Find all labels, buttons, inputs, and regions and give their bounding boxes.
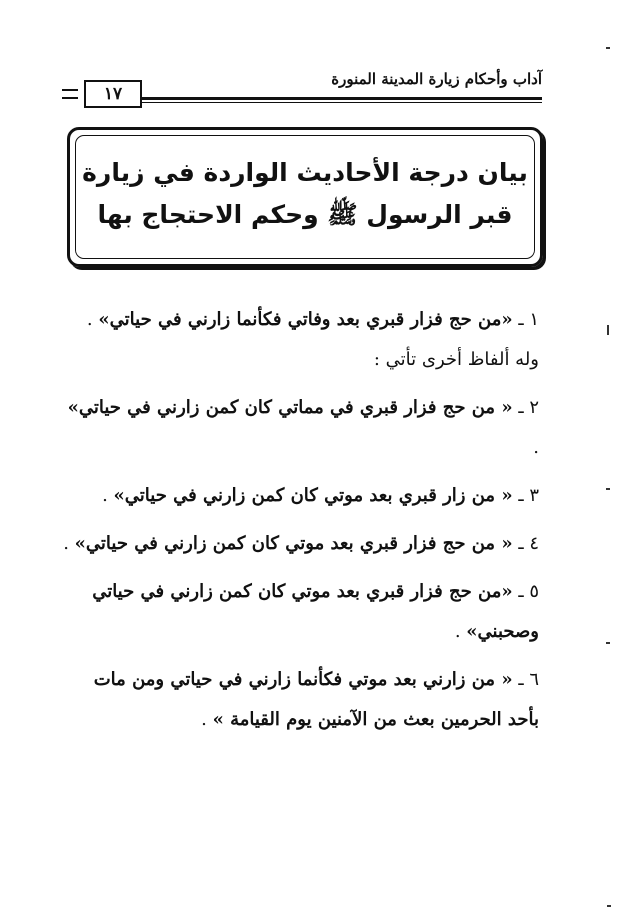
running-title: آداب وأحكام زيارة المدينة المنورة	[331, 70, 542, 88]
hadith-item-6	[60, 660, 539, 740]
header-rule	[142, 97, 542, 103]
scan-speck	[606, 47, 610, 49]
chapter-title-inner-frame	[75, 135, 535, 259]
hadith-text: « من حج فزار قبري في مماتي كان كمن زارني في حياتي»	[67, 397, 513, 418]
hadith-item-5	[60, 572, 539, 652]
hadith-item-3	[60, 476, 539, 516]
item-tail: .	[201, 709, 207, 730]
hadith-item-1	[60, 300, 539, 380]
page-header	[62, 70, 542, 104]
scan-speck	[606, 642, 610, 644]
hadith-text: « من زار قبري بعد موتي كان كمن زارني في حياتي»	[113, 485, 513, 506]
item-tail: .	[454, 621, 461, 642]
item-number: ٥ ـ	[518, 581, 539, 602]
item-tail: .	[533, 437, 539, 458]
header-ornament	[62, 89, 78, 99]
scan-speck	[607, 905, 611, 907]
hadith-item-4	[60, 524, 539, 564]
item-number: ٢ ـ	[518, 397, 539, 418]
hadith-list	[60, 300, 539, 740]
hadith-text: «من حج فزار قبري بعد موتي كان كمن زارني في حياتي وصحبني»	[92, 581, 539, 642]
item-tail: .	[63, 533, 69, 554]
hadith-item-2	[60, 388, 539, 468]
item-tail: . وله ألفاظ أخرى تأتي :	[86, 309, 539, 370]
item-number: ٦ ـ	[518, 669, 539, 690]
page-number: ١٧	[84, 80, 142, 108]
item-tail: .	[102, 485, 108, 506]
chapter-title-frame	[67, 127, 543, 267]
item-number: ٣ ـ	[518, 485, 539, 506]
hadith-text: « من زارني بعد موتي فكأنما زارني في حياتي ومن مات بأحد الحرمين بعث من الآمنين يوم القيامة »	[93, 669, 539, 730]
chapter-title-line-2: قبر الرسول ﷺ وحكم الاحتجاج بها	[97, 200, 513, 229]
scan-speck	[607, 325, 609, 335]
item-number: ١ ـ	[518, 309, 539, 330]
hadith-text: «من حج فزار قبري بعد وفاتي فكأنما زارني في حياتي»	[98, 309, 513, 330]
chapter-title-line-1: بيان درجة الأحاديث الواردة في زيارة	[82, 158, 528, 187]
item-number: ٤ ـ	[518, 533, 539, 554]
scan-speck	[606, 488, 610, 490]
hadith-text: « من حج فزار قبري بعد موتي كان كمن زارني في حياتي»	[74, 533, 513, 554]
